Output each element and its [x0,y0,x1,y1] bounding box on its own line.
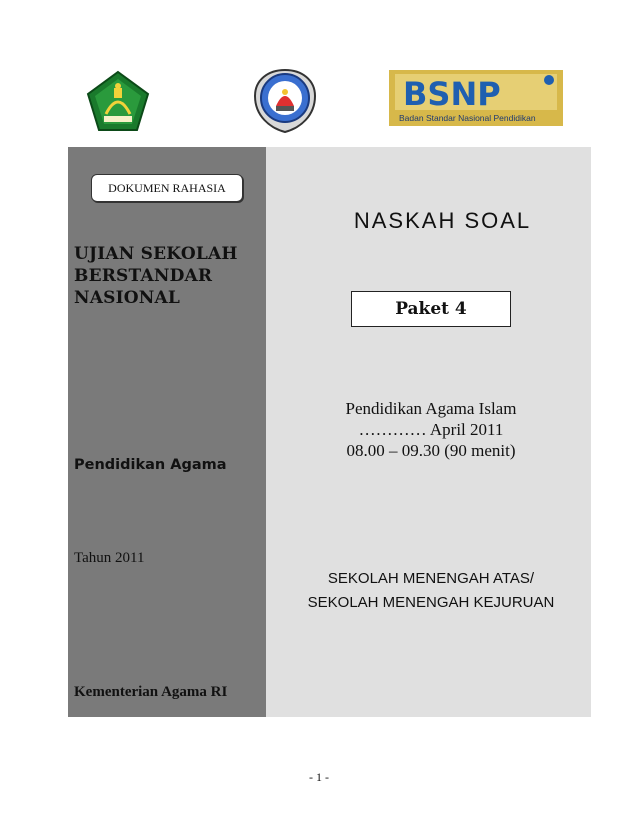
exam-type-title [74,243,264,309]
package-box: Paket 4 [351,291,511,327]
svg-text:BSNP: BSNP [403,75,501,113]
exam-type-line: NASIONAL [74,288,181,308]
tut-wuri-handayani-logo [252,68,318,134]
ministry-label: Kementerian Agama RI [74,684,228,700]
document-title: NASKAH SOAL [353,208,532,233]
exam-info-time: 08.00 – 09.30 (90 menit) [346,441,516,460]
svg-text:Badan Standar Nasional Pendidi: Badan Standar Nasional Pendidikan [399,113,536,123]
exam-info-subject: Pendidikan Agama Islam [345,399,517,418]
subject-label: Pendidikan Agama [74,457,227,473]
year-label: Tahun 2011 [74,550,145,566]
exam-type-line: BERSTANDAR [74,266,213,286]
bsnp-logo [389,70,563,126]
page-number: - 1 - [309,770,329,784]
exam-info-date: ………… April 2011 [358,420,504,439]
kemenag-logo [86,70,150,132]
school-line: SEKOLAH MENENGAH ATAS/ [327,570,535,587]
cover-panel [68,147,591,717]
exam-info [306,398,556,461]
school-line: SEKOLAH MENENGAH KEJURUAN [307,594,555,611]
left-panel [68,147,266,717]
confidential-badge: DOKUMEN RAHASIA [91,174,243,202]
exam-type-line: UJIAN SEKOLAH [74,244,238,264]
school-level [286,567,576,615]
